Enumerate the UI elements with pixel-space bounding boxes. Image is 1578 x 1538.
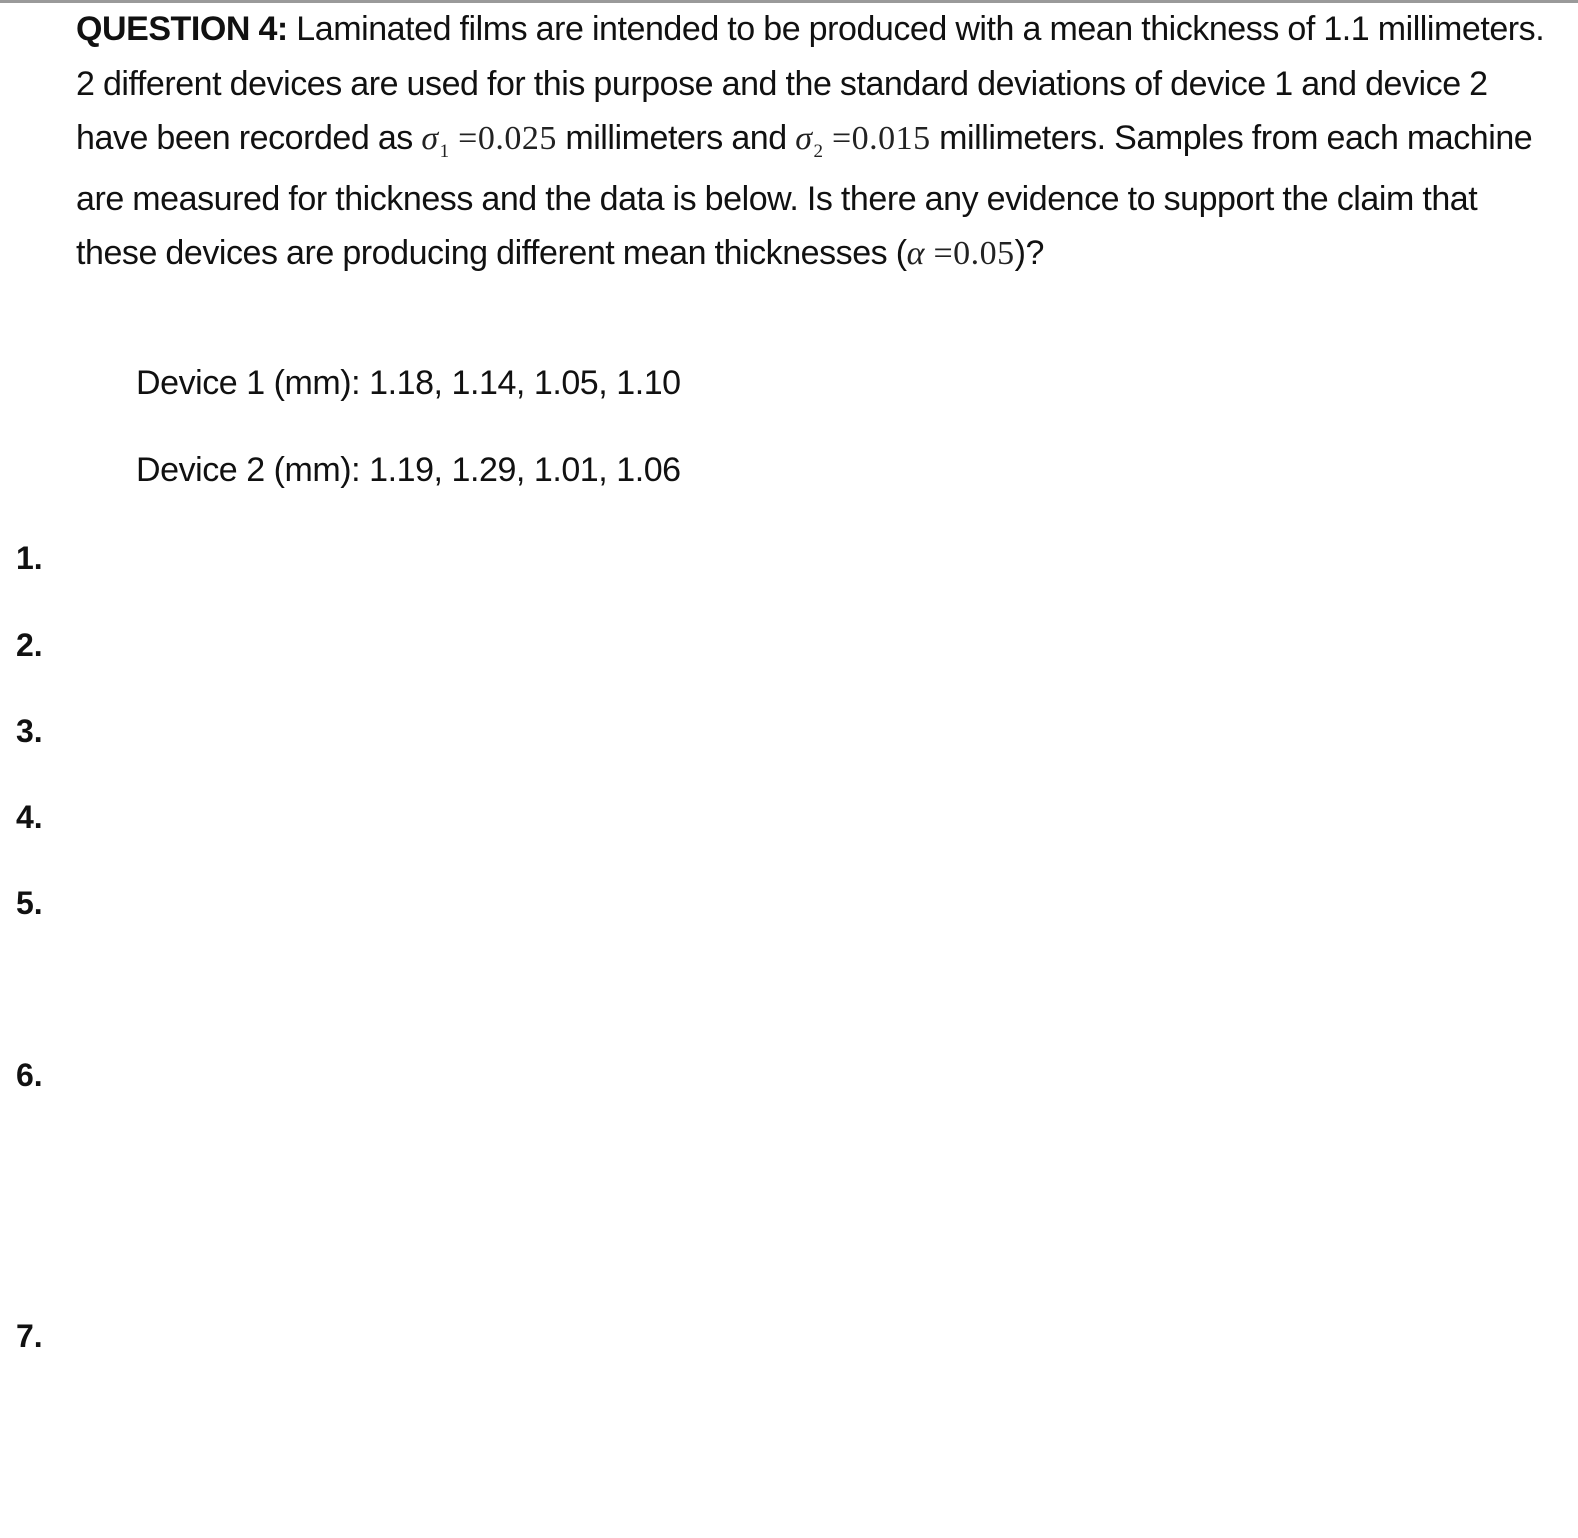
sigma1-subscript: 1 <box>439 141 450 163</box>
answer-number-7: 7. <box>16 1318 43 1354</box>
device1-data: Device 1 (mm): 1.18, 1.14, 1.05, 1.10 <box>136 364 681 402</box>
sigma1-value: =0.025 <box>449 120 557 158</box>
sigma2-expression <box>795 120 931 163</box>
device2-data: Device 2 (mm): 1.19, 1.29, 1.01, 1.06 <box>136 451 681 489</box>
question-text <box>76 2 1556 282</box>
sigma1-symbol: σ <box>421 120 439 158</box>
question-label: QUESTION 4: <box>76 10 288 48</box>
sigma2-value: =0.015 <box>823 120 931 158</box>
answer-number-1: 1. <box>16 540 43 576</box>
question-text-end: )? <box>1014 234 1044 273</box>
alpha-expression <box>907 235 1015 272</box>
question-text-part1: Laminated films are intended to be produced with a mean thickness of 1.1 millimeters. 2 different devices are used for this purpose and the standard deviations of device 1 and device 2 have been recorded as <box>76 10 1545 158</box>
answer-number-2: 2. <box>16 627 43 663</box>
alpha-symbol: α <box>906 235 925 273</box>
sigma2-symbol: σ <box>795 120 813 158</box>
sigma1-expression <box>421 120 557 163</box>
answer-number-4: 4. <box>16 799 43 835</box>
sigma2-subscript: 2 <box>813 141 824 163</box>
question-text-mid: millimeters and <box>556 119 796 158</box>
answer-number-6: 6. <box>16 1057 43 1093</box>
question-text-part2: millimeters. Samples from each machine are measured for thickness and the data is below. Is there any evidence to support the claim that these devices are producing different mean thicknesses ( <box>76 119 1533 273</box>
alpha-value: =0.05 <box>924 235 1015 273</box>
answer-number-3: 3. <box>16 713 43 749</box>
answer-number-5: 5. <box>16 885 43 921</box>
